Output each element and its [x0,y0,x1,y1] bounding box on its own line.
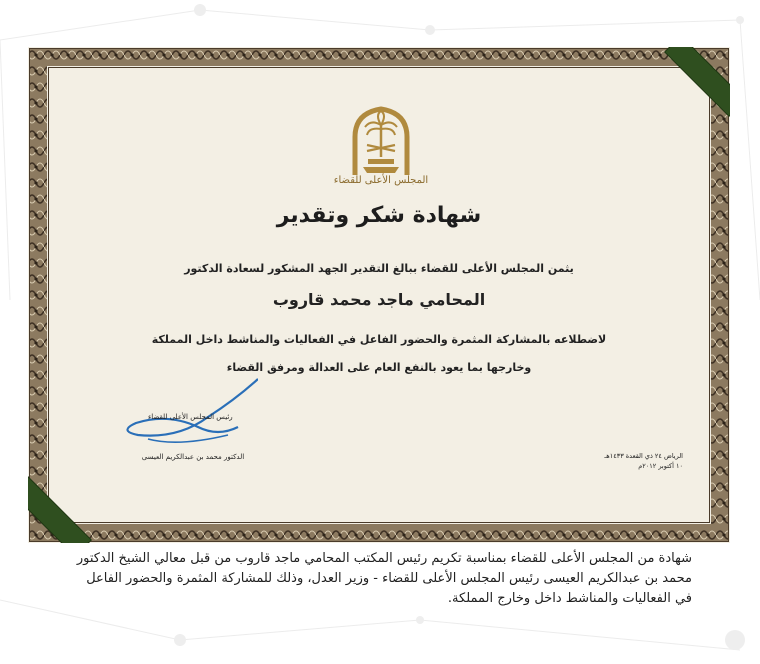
certificate-title: شهادة شكر وتقدير [276,203,482,228]
certificate-intro: يثمن المجلس الأعلى للقضاء ببالغ التقدير الجهد المشكور لسعادة الدكتور [184,262,574,275]
image-caption: شهادة من المجلس الأعلى للقضاء بمناسبة تكريم رئيس المكتب المحامي ماجد قاروب من قبل معالي الشيخ الدكتور محمد بن عبدالكريم العيسى رئيس المجلس الأعلى للقضاء - وزير العدل، وذلك للمشاركة المثمرة والحضور الفاعل في الفعاليات والمناشط داخل وخارج المملكة. [76,551,692,606]
signatory-title: رئيس المجلس الأعلى للقضاء [148,413,233,421]
recipient-name: المحامي ماجد محمد قاروب [272,290,486,309]
certificate [28,47,730,543]
signatory-name: الدكتور محمد بن عبدالكريم العيسى [141,453,245,461]
emblem-caption: المجلس الأعلى للقضاء [333,175,429,186]
date-hijri: الرياض ٢٤ ذي القعدة ١٤٣٣هـ [604,452,683,460]
date-gregorian: ١٠ أكتوبر ٢٠١٢م [638,462,683,470]
reason-line-2: وخارجها بما يعود بالنفع العام على العدالة ومرفق القضاء [226,361,532,374]
reason-line-1: لاضطلاعه بالمشاركة المثمرة والحضور الفاعل في الفعاليات والمناشط داخل المملكة [151,333,607,346]
